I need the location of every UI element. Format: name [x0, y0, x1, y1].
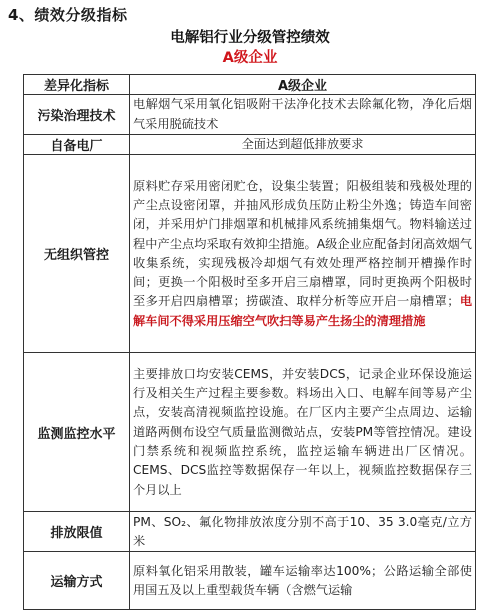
- indicator-cell: 监测监控水平: [24, 353, 130, 512]
- table-row: [24, 512, 476, 552]
- table-row: [24, 552, 476, 610]
- indicator-cell: 排放限值: [24, 512, 130, 552]
- header-grade-a: A级企业: [130, 75, 476, 95]
- table-row: [24, 135, 476, 155]
- table-row: [24, 95, 476, 135]
- document-title: 电解铝行业分级管控绩效: [170, 30, 330, 46]
- table-row: [24, 353, 476, 512]
- header-indicator: 差异化指标: [24, 75, 130, 95]
- content-cell: 主要排放口均安装CEMS，并安装DCS，记录企业环保设施运行及相关生产过程主要参数。料场出入口、电解车间等易产尘点，安装高清视频监控设施。在厂区内主要产尘点周边、运输道路两侧布设空气质量监测微站点，安装PM等管控情况。建设门禁系统和视频监控系统，监控运输车辆进出厂区情况。CEMS、DCS监控等数据保存一年以上，视频监控数据保存三个月以上: [130, 353, 476, 512]
- content-cell: 全面达到超低排放要求: [130, 135, 476, 155]
- content-cell: [130, 155, 476, 353]
- warning-text: 电解车间不得采用压缩空气吹扫等易产生扬尘的清理措施: [133, 294, 473, 328]
- indicator-cell: 运输方式: [24, 552, 130, 610]
- performance-table: [23, 74, 476, 610]
- indicator-cell: 污染治理技术: [24, 95, 130, 135]
- content-cell: 原料氧化铝采用散装，罐车运输率达100%；公路运输全部使用国五及以上重型载货车辆（含燃气运输: [130, 552, 476, 610]
- table-header-row: [24, 75, 476, 95]
- document-subtitle: A级企业: [222, 50, 278, 66]
- section-heading: 4、绩效分级指标: [8, 6, 128, 24]
- content-cell: PM、SO₂、氟化物排放浓度分别不高于10、35 3.0毫克/立方米: [130, 512, 476, 552]
- content-cell: 电解烟气采用氧化铝吸附干法净化技术去除氟化物，净化后烟气采用脱硫技术: [130, 95, 476, 135]
- indicator-cell: 无组织管控: [24, 155, 130, 353]
- indicator-cell: 自备电厂: [24, 135, 130, 155]
- content-text: 原料贮存采用密闭贮仓，设集尘装置；阳极组装和残极处理的产尘点设密闭罩，并抽风形成负压防止粉尘外逸；铸造车间密闭，并采用炉门排烟罩和机械排风系统捕集烟气。物料输送过程中产尘点均采取有效抑尘措施。A级企业应配备封闭高效烟气收集系统，实现残极冷却烟气有效处理严格控制开槽操作时间；更换一个阳极时至多开启三扇槽罩，同时更换两个阳极时至多开启四扇槽罩；捞碳渣、取样分析等应开启一扇槽罩；: [133, 178, 472, 309]
- table-row: [24, 155, 476, 353]
